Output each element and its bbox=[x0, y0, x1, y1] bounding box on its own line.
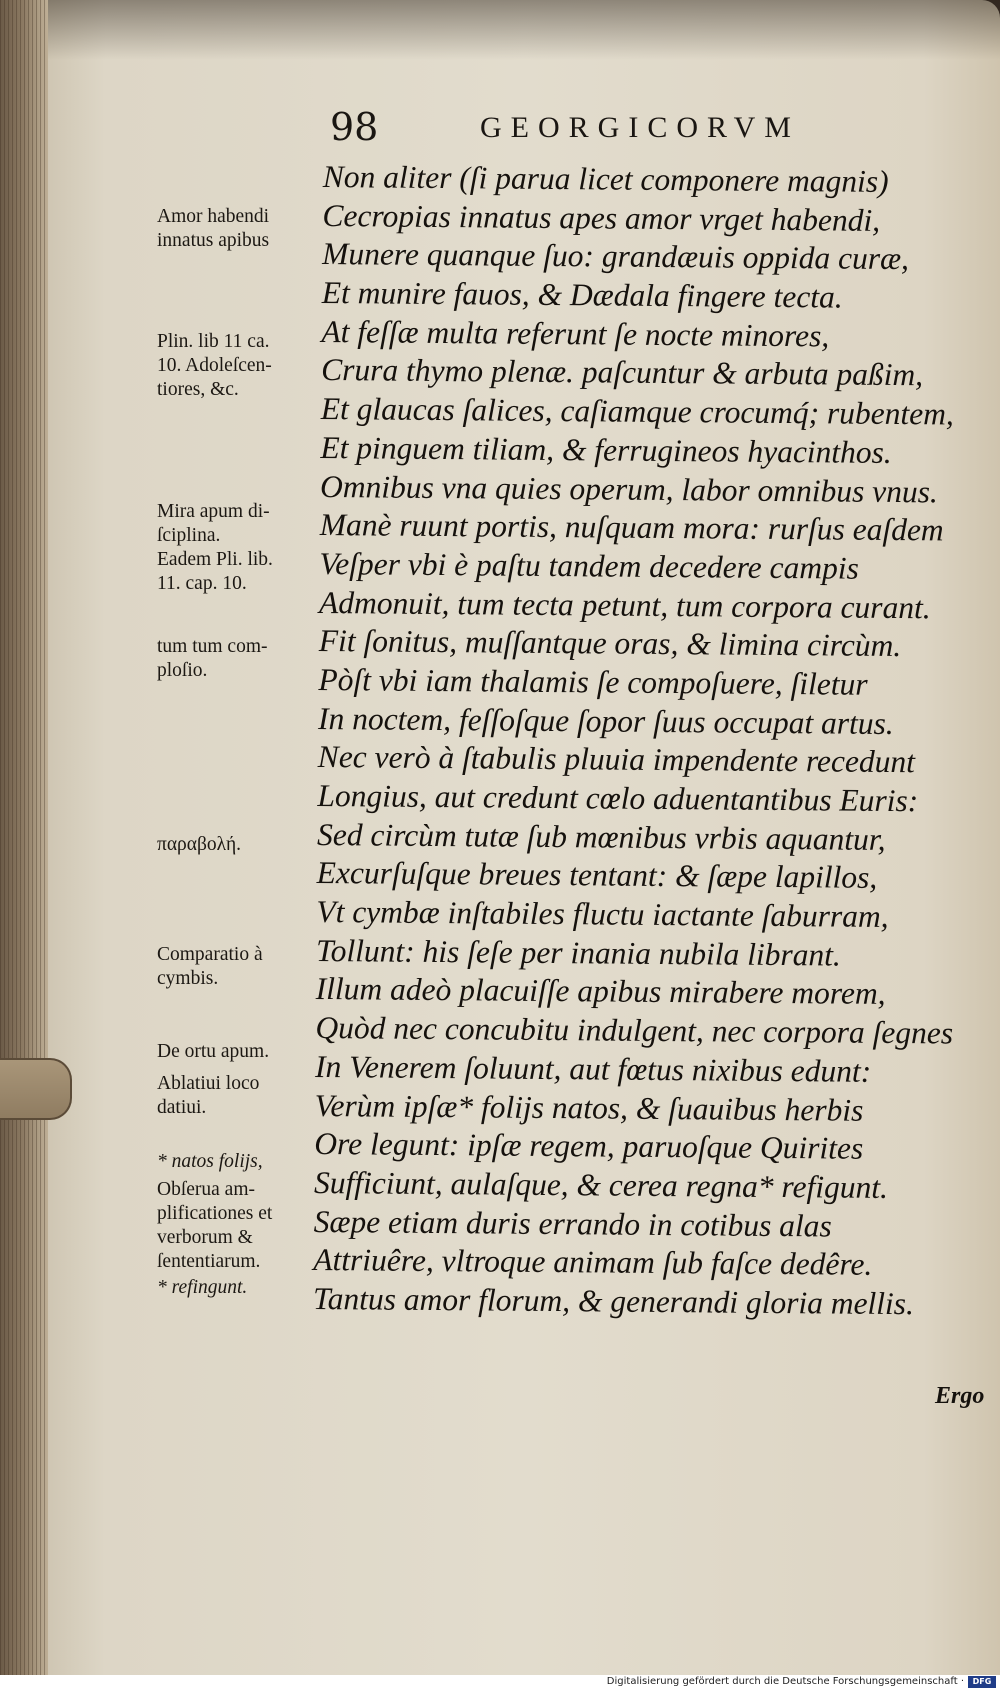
page-number: 98 bbox=[330, 105, 379, 149]
margin-note-line: ſententiarum. bbox=[157, 1251, 261, 1272]
verse-line: Crura thymo plenæ. paſcuntur & arbuta paßim, bbox=[320, 352, 924, 393]
margin-note-line: datiui. bbox=[157, 1097, 207, 1118]
book-clasp bbox=[0, 1058, 72, 1120]
margin-note bbox=[157, 1178, 327, 1274]
margin-note bbox=[157, 943, 327, 991]
verse-line: Tantus amor florum, & generandi gloria mellis. bbox=[312, 1280, 915, 1322]
margin-note-line: παραβολή. bbox=[157, 834, 242, 855]
running-title: GEORGICORVM bbox=[480, 111, 800, 144]
verse-line: Sed circùm tutæ ſub mœnibus vrbis aquantur, bbox=[316, 816, 886, 857]
verse-line: Quòd nec concubitu indulgent, nec corpora ſegnes bbox=[315, 1010, 954, 1051]
verse-line: At feſſæ multa referunt ſe nocte minores, bbox=[321, 313, 830, 354]
verse-line: Et munire fauos, & Dædala fingere tecta. bbox=[321, 275, 843, 315]
verse-line: Longius, aut credunt cœlo aduentantibus Euris: bbox=[317, 777, 919, 819]
margin-note-line: 11. cap. 10. bbox=[157, 573, 247, 594]
verse-block bbox=[313, 158, 983, 1324]
margin-note bbox=[157, 833, 327, 857]
verse-line: In noctem, feſſoſque ſopor ſuus occupat artus. bbox=[317, 700, 894, 741]
verse-line: Cecropias innatus apes amor vrget habendi, bbox=[322, 197, 881, 238]
verse-line: Pòſt vbi iam thalamis ſe compoſuere, ſiletur bbox=[318, 661, 868, 702]
verse-line: Sufficiunt, aulaſque, & cerea regna* refigunt. bbox=[313, 1164, 889, 1205]
margin-note-line: Amor habendi bbox=[157, 206, 270, 227]
margin-note-line: tiores, &c. bbox=[157, 379, 239, 400]
verse-line: Fit ſonitus, muſſantque oras, & limina circùm. bbox=[318, 623, 902, 664]
top-shadow bbox=[48, 0, 1000, 60]
margin-note-line: Obſerua am- bbox=[157, 1179, 255, 1200]
verse-line: Sæpe etiam duris errando in cotibus alas bbox=[313, 1203, 832, 1244]
verse-line: Attriuêre, vltroque animam ſub faſce dedêre. bbox=[313, 1242, 873, 1283]
margin-note-line: De ortu apum. bbox=[157, 1041, 270, 1062]
margin-note-line: ſciplina. bbox=[157, 525, 221, 546]
verse-line: Verùm ipſæ* folijs natos, & ſuauibus herbis bbox=[314, 1087, 864, 1128]
verse-line: Et glaucas ſalices, caſiamque crocumq́; rubentem, bbox=[320, 391, 955, 432]
margin-note-line: tum tum com- bbox=[157, 636, 268, 657]
margin-note-line: plificationes et bbox=[157, 1203, 273, 1224]
verse-line: Munere quanque ſuo: grandæuis oppida curæ, bbox=[322, 236, 910, 277]
verse-line: Non aliter (ſi parua licet componere magnis) bbox=[322, 158, 889, 199]
margin-note bbox=[157, 205, 327, 253]
verse-line: Admonuit, tum tecta petunt, tum corpora curant. bbox=[318, 584, 931, 625]
margin-note-line: * natos folijs, bbox=[157, 1151, 263, 1172]
margin-note-line: ploſio. bbox=[157, 660, 208, 681]
verse-line: Illum adeò placuiſſe apibus mirabere morem, bbox=[315, 971, 886, 1012]
verse-line: Nec verò à ſtabulis pluuia impendente recedunt bbox=[317, 739, 916, 780]
margin-note-line: Plin. lib 11 ca. bbox=[157, 331, 270, 352]
margin-note bbox=[157, 1276, 327, 1300]
margin-note bbox=[157, 635, 327, 683]
margin-note-line: innatus apibus bbox=[157, 230, 270, 251]
margin-note-line: 10. Adoleſcen- bbox=[157, 355, 272, 376]
margin-note bbox=[157, 1040, 327, 1064]
margin-note-line: Mira apum di- bbox=[157, 501, 270, 522]
margin-note-line: * refingunt. bbox=[157, 1277, 248, 1298]
page-header bbox=[330, 105, 900, 155]
catchword: Ergo bbox=[935, 1383, 985, 1409]
verse-line: Omnibus vna quies operum, labor omnibus vnus. bbox=[319, 468, 939, 509]
margin-note-line: Ablatiui loco bbox=[157, 1073, 260, 1094]
margin-note bbox=[157, 1072, 327, 1120]
verse-line: Tollunt: his ſeſe per inania nubila librant. bbox=[315, 932, 841, 973]
verse-line: Excurſuſque breues tentant: & ſæpe lapillos, bbox=[316, 855, 878, 896]
digitization-footer bbox=[0, 1675, 1000, 1689]
margin-note-line: Comparatio à bbox=[157, 944, 263, 965]
verse-line: Manè ruunt portis, nuſquam mora: rurſus eaſdem bbox=[319, 507, 944, 548]
verse-line: Et pinguem tiliam, & ferrugineos hyacinthos. bbox=[320, 429, 892, 470]
footer-credit: Digitalisierung gefördert durch die Deutsche Forschungsgemeinschaft · bbox=[606, 1676, 964, 1687]
margin-note-line: cymbis. bbox=[157, 968, 219, 989]
verse-line: Ore legunt: ipſæ regem, paruoſque Quirites bbox=[314, 1126, 864, 1166]
margin-note-line: Eadem Pli. lib. bbox=[157, 549, 273, 570]
verse-line: In Venerem ſoluunt, aut fœtus nixibus edunt: bbox=[314, 1048, 872, 1089]
margin-note bbox=[157, 1150, 327, 1174]
verse-line: Vt cymbæ inſtabiles fluctu iactante ſaburram, bbox=[316, 894, 889, 935]
dfg-logo[interactable]: DFG bbox=[968, 1676, 996, 1688]
verse-line: Veſper vbi è paſtu tandem decedere campis bbox=[319, 545, 860, 586]
margin-note bbox=[157, 500, 327, 596]
margin-note bbox=[157, 330, 327, 402]
margin-note-line: verborum & bbox=[157, 1227, 253, 1248]
